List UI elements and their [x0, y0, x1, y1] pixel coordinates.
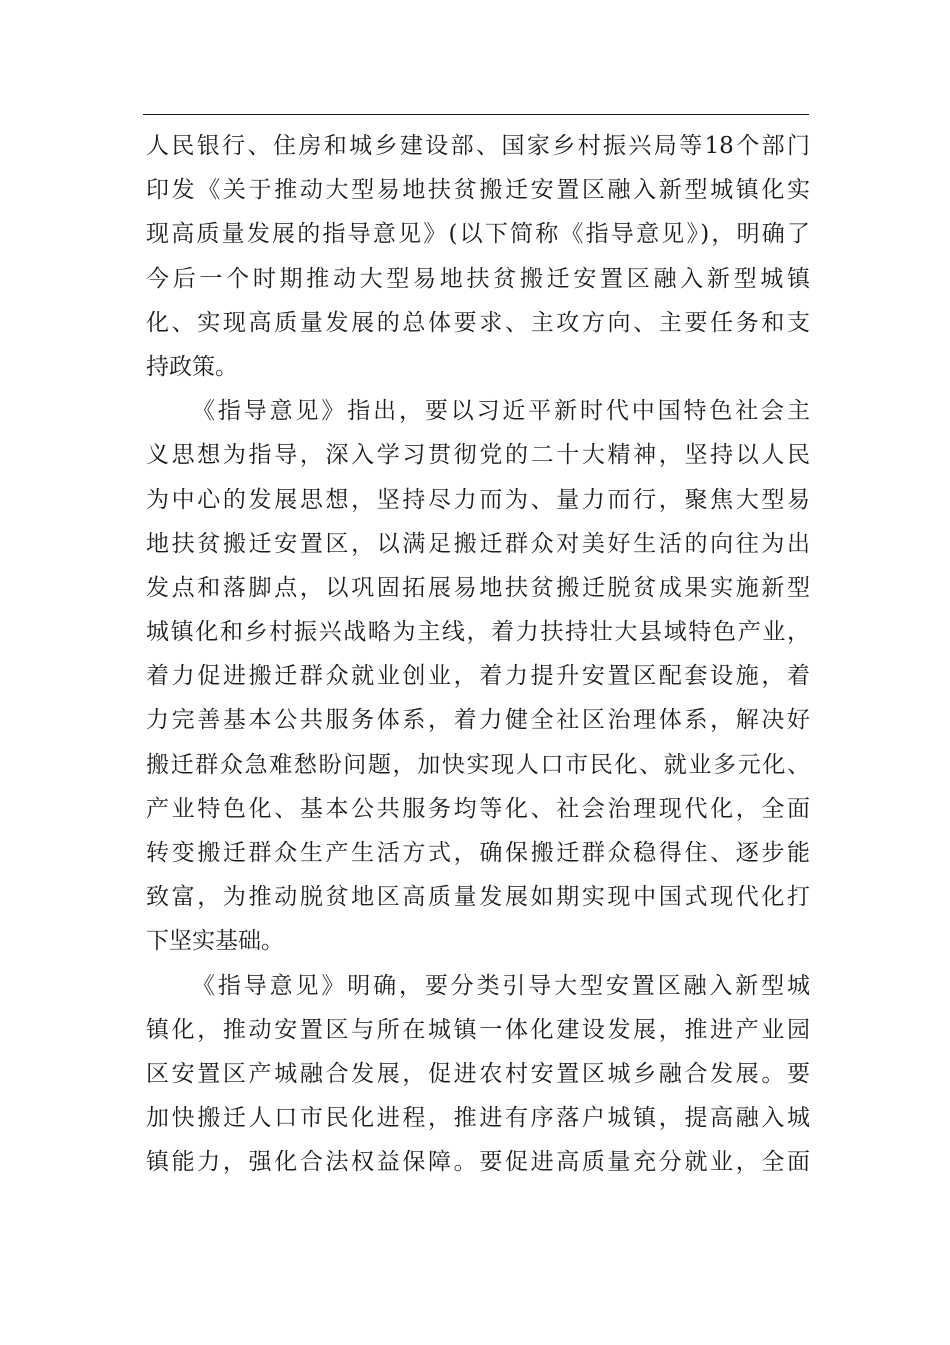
- text-line: 加快搬迁人口市民化进程，推进有序落户城镇，提高融入城: [146, 1105, 810, 1132]
- text-line: 化、实现高质量发展的总体要求、主攻方向、主要任务和支: [146, 309, 810, 336]
- text-line: 义思想为指导，深入学习贯彻党的二十大精神，坚持以人民: [146, 442, 810, 469]
- paragraph: [146, 124, 810, 389]
- text-line: 区安置区产城融合发展，促进农村安置区城乡融合发展。要: [146, 1060, 810, 1087]
- text-line: 发点和落脚点，以巩固拓展易地扶贫搬迁脱贫成果实施新型: [146, 574, 810, 601]
- text-line: 转变搬迁群众生产生活方式，确保搬迁群众稳得住、逐步能: [146, 840, 810, 866]
- text-line: 为中心的发展思想，坚持尽力而为、量力而行，聚焦大型易: [146, 486, 810, 513]
- text-line: 人民银行、住房和城乡建设部、国家乡村振兴局等18个部门: [146, 133, 810, 159]
- text-line: 今后一个时期推动大型易地扶贫搬迁安置区融入新型城镇: [146, 265, 810, 292]
- text-line: 镇化，推动安置区与所在城镇一体化建设发展，推进产业园: [146, 1016, 810, 1043]
- text-line: 力完善基本公共服务体系，着力健全社区治理体系，解决好: [146, 707, 810, 734]
- text-line: 持政策。: [146, 353, 238, 380]
- text-line: 《指导意见》明确，要分类引导大型安置区融入新型城: [192, 972, 810, 999]
- text-line: 下坚实基础。: [146, 928, 284, 955]
- text-line: 城镇化和乡村振兴战略为主线，着力扶持壮大县域特色产业，: [146, 619, 810, 646]
- text-line: 搬迁群众急难愁盼问题，加快实现人口市民化、就业多元化、: [146, 751, 810, 778]
- text-line: 致富，为推动脱贫地区高质量发展如期实现中国式现代化打: [146, 884, 810, 911]
- text-line: 产业特色化、基本公共服务均等化、社会治理现代化，全面: [146, 795, 810, 822]
- header-rule: [143, 114, 809, 115]
- text-line: 镇能力，强化合法权益保障。要促进高质量充分就业，全面: [146, 1149, 810, 1176]
- text-line: 印发《关于推动大型易地扶贫搬迁安置区融入新型城镇化实: [146, 177, 810, 204]
- text-line: 地扶贫搬迁安置区，以满足搬迁群众对美好生活的向往为出: [146, 530, 810, 557]
- paragraph: [146, 964, 810, 1185]
- text-line: 《指导意见》指出，要以习近平新时代中国特色社会主: [192, 398, 810, 425]
- document-body: [146, 124, 810, 1185]
- text-line: 现高质量发展的指导意见》(以下简称《指导意见》)，明确了: [146, 221, 810, 248]
- paragraph: [146, 389, 810, 963]
- text-line: 着力促进搬迁群众就业创业，着力提升安置区配套设施，着: [146, 663, 810, 690]
